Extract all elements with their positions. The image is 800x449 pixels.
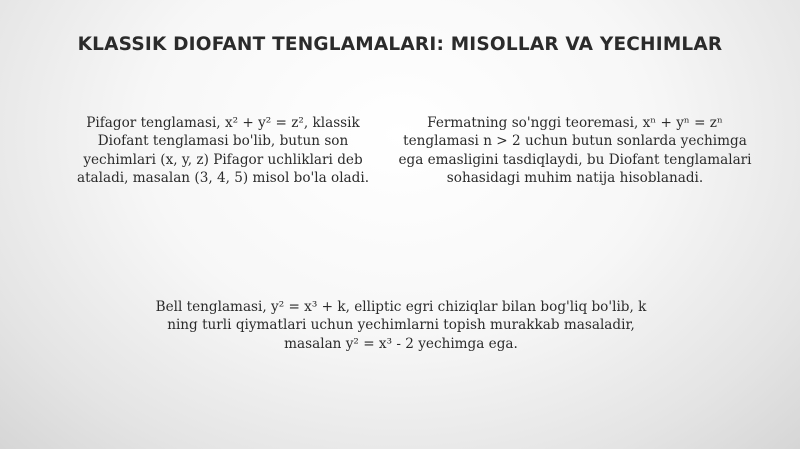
fermat-text-block: Fermatning so'nggi teoremasi, xⁿ + yⁿ = zⁿ tenglamasi n > 2 uchun butun sonlarda yechimga ega emasligini tasdiqlaydi, bu Diofant tenglamalari sohasidagi muhim natija hisoblanadi.: [398, 115, 752, 187]
slide-title: KLASSIK DIOFANT TENGLAMALARI: MISOLLAR VA YECHIMLAR: [77, 34, 723, 55]
pythagoras-text-block: Pifagor tenglamasi, x² + y² = z², klassik Diofant tenglamasi bo'lib, butun son yechimlari (x, y, z) Pifagor uchliklari deb ataladi, masalan (3, 4, 5) misol bo'la oladi.: [76, 115, 370, 187]
bell-text-block: Bell tenglamasi, y² = x³ + k, elliptic egri chiziqlar bilan bog'liq bo'lib, k ning turli qiymatlari uchun yechimlarni topish murakkab masaladir, masalan y² = x³ - 2 yechimga ega.: [155, 299, 647, 352]
